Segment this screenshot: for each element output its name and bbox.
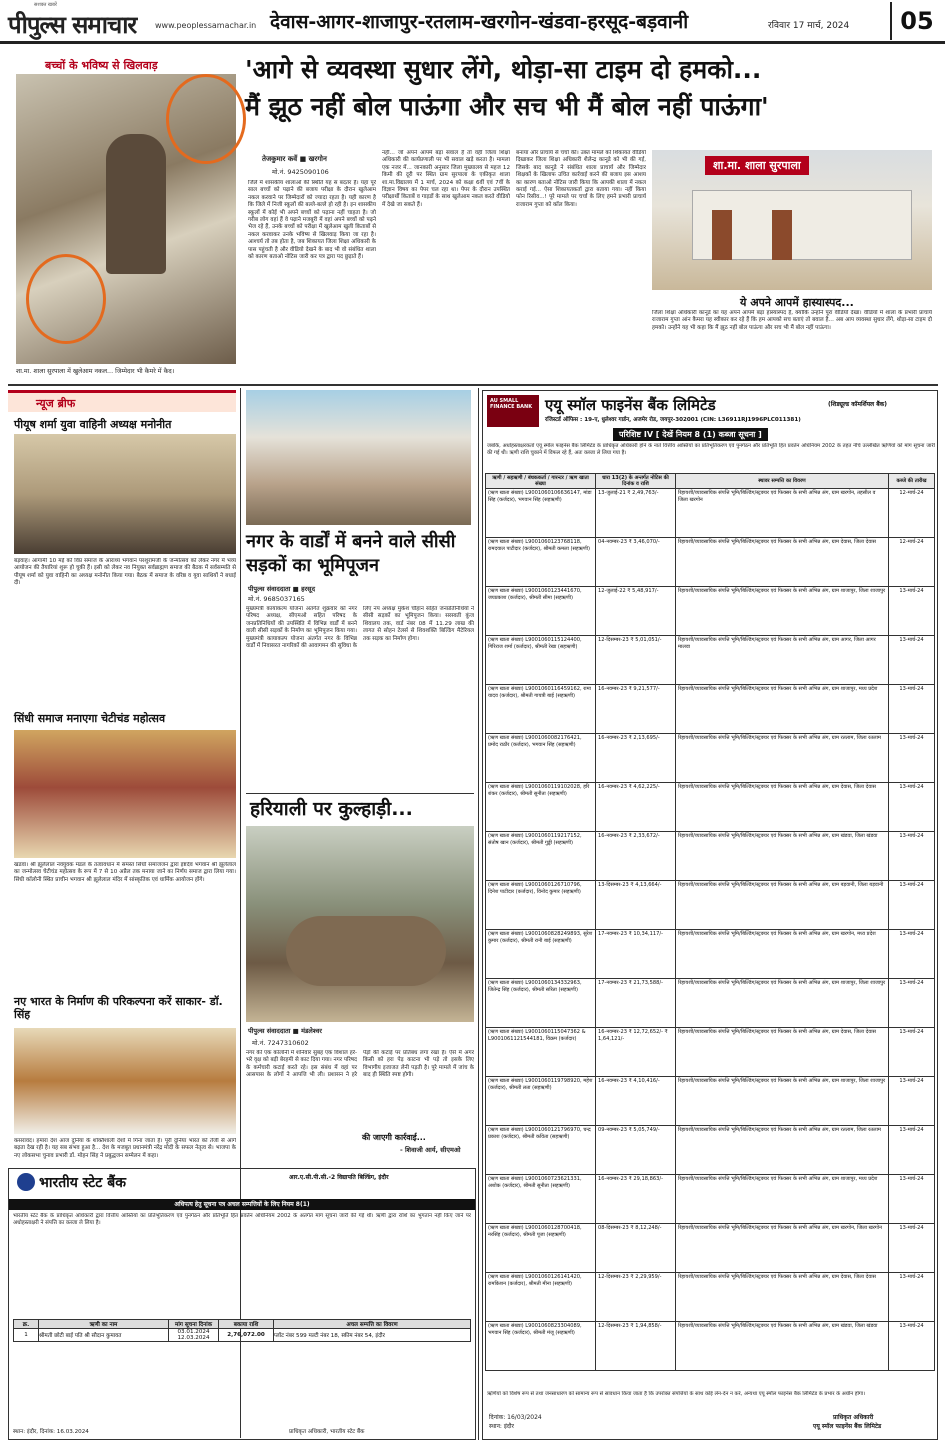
au-col-notice: धारा 13(2) के अन्तर्गत नोटिस की दिनांक व राशि: [596, 474, 676, 489]
au-col-property: स्थावर सम्पत्ति का विवरण: [676, 474, 889, 489]
roads-text: मुख्यमंत्री कायाकल्प योजना अंतर्गत शुक्रवार को नगर परिषद अध्यक्ष, सीएमओ सहित परिषद के जनप्रतिनिधियों की उपस्थिति में विभिन्न वार्डों में बनने वाली सीसी सड़कों के निर्माण का भूमिपूजन किया गया। मुख्यमंत्री कायाकल्प योजना अंतर्गत नगर के विभिन्न वार्डों में निवासरत नागरिकों की आवागमन की सुविधा के लिए नप अध्यक्ष मुकेश चौहान सहित जनप्रतिनिधियों ने सीसी सड़कों का भूमिपूजन किया। सरस्वती कुंज शिवालय तक, वार्ड नंबर 08 में 11.29 लाख की लागत से सोहन टेलर्स से शिवशक्ति बिल्डिंग मैटेरियल तक सड़क का निर्माण होगा।: [246, 606, 474, 650]
brief-item3-title: नए भारत के निर्माण की परिकल्पना करें साकार- डॉ. सिंह: [14, 995, 223, 1021]
sbi-row-name: श्रीमती छोटी बाई पति श्री सौदान कुमावत: [39, 1329, 169, 1342]
roads-mobile: मो.नं. 9685037165: [248, 595, 305, 603]
au-cell-date: 12-मार्च-24: [889, 489, 935, 538]
au-cell-property: रिहायशी/व्यावसायिक संपत्ति भूमि/बिल्डिंग/स्ट्रक्चर एवं फिक्सर के सभी अभिन्न अंग, ग्राम शाजापुर, जिला शाजापुर: [676, 1077, 889, 1126]
trees-headline: हरियाली पर कुल्हाड़ी...: [250, 798, 413, 820]
au-cell-property: रिहायशी/व्यावसायिक संपत्ति भूमि/बिल्डिंग/स्ट्रक्चर एवं फिक्सर के सभी अभिन्न अंग, ग्राम खरगोन, तहसील व जिला खरगोन: [676, 489, 889, 538]
brief-item3-photo: [14, 1028, 236, 1134]
au-cell-property: रिहायशी/व्यावसायिक संपत्ति भूमि/बिल्डिंग/स्ट्रक्चर एवं फिक्सर के सभी अभिन्न अंग, ग्राम खंडवा, जिला खंडवा: [676, 1322, 889, 1371]
au-cell-property: रिहायशी/व्यावसायिक संपत्ति भूमि/बिल्डिंग/स्ट्रक्चर एवं फिक्सर के सभी अभिन्न अंग, ग्राम देवास, जिला देवास: [676, 538, 889, 587]
au-cell-property: रिहायशी/व्यावसायिक संपत्ति भूमि/बिल्डिंग/स्ट्रक्चर एवं फिक्सर के सभी अभिन्न अंग, ग्राम आगर, जिला आगर मालवा: [676, 636, 889, 685]
table-row: [486, 538, 935, 587]
au-cell-notice: 17-नवम्बर-23 ₹ 10,34,117/-: [596, 930, 676, 979]
au-cell-date: 12-मार्च-24: [889, 538, 935, 587]
au-cell-date: 13-मार्च-24: [889, 783, 935, 832]
au-cell-borrower: (ऋण खाता संख्या) L9001060126710796, दिनेश पाटीदार (कर्जदार), विनोद कुमार (सहऋणी): [486, 881, 596, 930]
page-number: 05: [890, 2, 942, 40]
roads-photo: [246, 390, 471, 525]
table-row: [486, 1322, 935, 1371]
au-table: [485, 473, 935, 1371]
sbi-col-no: क्र.: [14, 1320, 39, 1329]
au-cell-property: रिहायशी/व्यावसायिक संपत्ति भूमि/बिल्डिंग/स्ट्रक्चर एवं फिक्सर के सभी अभिन्न अंग, ग्राम रतलाम, जिला रतलाम: [676, 734, 889, 783]
au-cell-date: 13-मार्च-24: [889, 636, 935, 685]
au-cell-borrower: (ऋण खाता संख्या) L9001060823304089, भगवान सिंह (कर्जदार), श्रीमती मंजू (सहऋणी): [486, 1322, 596, 1371]
brief-item1-photo: [14, 434, 236, 554]
au-cell-borrower: (ऋण खाता संख्या) L9001060128700418, नरसिंह (कर्जदार), श्रीमती पूजा (सहऋणी): [486, 1224, 596, 1273]
brief-item1-text: बड़वाह। आगामी 10 मई को विप्र समाज के आराध्य भगवान परशुरामजी के जन्मोत्सव को लेकर नगर में भव्य आयोजन की तैयारियां शुरू हो चुकी हैं। इसी को लेकर नव नियुक्त सर्वब्राह्मण समाज की बैठक में सर्वसम्मति से पीयूष शर्मा को युवा वाहिनी का अध्यक्ष मनोनीत किया गया। बैठक में समाज के वरिष्ठ व युवा साथियों ने बधाई दी।: [14, 558, 236, 587]
au-cell-notice: 09-नवम्बर-23 ₹ 5,05,749/-: [596, 1126, 676, 1175]
au-cell-borrower: (ऋण खाता संख्या) L9001060106636147, मांडा सिंह (कर्जदार), भगवान सिंह (सहऋणी): [486, 489, 596, 538]
roads-byline: पीपुल्स संवाददाता ■ हरसूद: [248, 585, 316, 593]
lead-photo: [16, 74, 236, 364]
au-cell-date: 13-मार्च-24: [889, 1322, 935, 1371]
trees-photo: [246, 826, 474, 1022]
au-subtitle: (शिड्यूल्ड कॉमर्शियल बैंक): [828, 401, 887, 408]
lead-headline-2: मैं झूठ नहीं बोल पाऊंगा और सच भी मैं बोल नहीं पाऊंगा': [245, 92, 769, 121]
au-cell-date: 13-मार्च-24: [889, 734, 935, 783]
au-cell-borrower: (ऋण खाता संख्या) L9001060119798920, महेश (कर्जदार), श्रीमती लता (सहऋणी): [486, 1077, 596, 1126]
au-cell-property: रिहायशी/व्यावसायिक संपत्ति भूमि/बिल्डिंग/स्ट्रक्चर एवं फिक्सर के सभी अभिन्न अंग, ग्राम शाजापुर, जिला शाजापुर: [676, 979, 889, 1028]
lead-mobile: मो.नं. 9425090106: [272, 168, 329, 176]
au-intro: जबकि, अधोहस्ताक्षरकर्ता एयू स्मॉल फाइनेंस बैंक लिमिटेड के प्राधिकृत अधिकारी होने के नाते वित्तीय आस्तियों का प्रतिभूतिकरण एवं पुनर्गठन और प्रतिभूति हित प्रवर्तन अधिनियम 2002 के तहत नीचे उल्लेखित ऋणियों को मांग सूचना जारी की गई थी। ऋणी राशि चुकाने में विफल रहे हैं, अतः कब्जा ले लिया गया है।: [487, 443, 935, 456]
trees-subhead: की जाएगी कार्रवाई...: [362, 1133, 426, 1142]
brief-item3-text: कसरावद। हमारा देश आज दुनिया के शक्तिशाली देशों में गिना जाता है। पूरी दुनिया भारत को तेजी से आगे बढ़ता देख रही है। यह सब संभव हुआ है... देश के मजबूत प्रधानमंत्री नरेंद्र मोदी के सफल नेतृत्व से। भाजपा के नए लोकसभा चुनाव प्रभारी डॉ. मोहन सिंह ने प्रबुद्धजन सम्मेलन में कहा।: [14, 1138, 236, 1159]
au-cell-date: 13-मार्च-24: [889, 1224, 935, 1273]
au-cell-notice: 13-जुलाई-21 ₹ 2,49,763/-: [596, 489, 676, 538]
au-date: दिनांक: 16/03/2024: [489, 1414, 542, 1421]
au-cell-property: रिहायशी/व्यावसायिक संपत्ति भूमि/बिल्डिंग/स्ट्रक्चर एवं फिक्सर के सभी अभिन्न अंग, ग्राम देवास, जिला देवास: [676, 1273, 889, 1322]
au-cell-date: 13-मार्च-24: [889, 832, 935, 881]
au-cell-date: 13-मार्च-24: [889, 979, 935, 1028]
trees-text: नगर की एक कॉलोनी में शनिवार सुबह एक विशाल हरे-भरे वृक्ष को बड़ी बेरहमी से काट दिया गया। नगर परिषद के कर्मचारी कटाई करते रहे। इस संबंध में वहां पर आसपास के लोगों ने आपत्ति भी ली। प्रशासन ने हरे पेड़ों की कटाई पर प्रतिबंध लगा रखा है। ऐसे में अगर किसी को हरा पेड़ काटना भी पड़े तो इसके लिए विभागीय इजाजत लेनी पड़ती है। पूरे मामले में जांच के बाद ही स्थिति स्पष्ट होगी।: [246, 1050, 474, 1079]
table-row: [486, 587, 935, 636]
table-row: [486, 1077, 935, 1126]
trees-mobile: मो.नं. 7247310602: [252, 1039, 309, 1047]
table-row: [486, 1273, 935, 1322]
lead-byline: तेजकुमार कर्वे ■ खरगोन: [262, 155, 327, 163]
au-cell-date: 13-मार्च-24: [889, 685, 935, 734]
au-cell-property: रिहायशी/व्यावसायिक संपत्ति भूमि/बिल्डिंग/स्ट्रक्चर एवं फिक्सर के सभी अभिन्न अंग, ग्राम खंडवा, जिला खंडवा: [676, 832, 889, 881]
table-row: [486, 1224, 935, 1273]
au-cell-borrower: (ऋण खाता संख्या) L9001060119217152, संतोष खान (कर्जदार), श्रीमती गुड्डी (सहऋणी): [486, 832, 596, 881]
au-cell-notice: 16-नवम्बर-23 ₹ 29,18,863/-: [596, 1175, 676, 1224]
lead-kicker: बच्चों के भविष्य से खिलवाड़: [45, 59, 158, 72]
sbi-text: भारतीय स्टेट बैंक के प्राधिकृत अधिकारी द्वारा वित्तीय आस्तियों का प्रतिभूतिकरण एवं पुनर्गठन और प्रतिभूति हित प्रवर्तन अधिनियम 2002 के अंतर्गत मांग सूचना जारी की गई थी। ऋणी द्वारा राशि का भुगतान नहीं किए जाने पर अधोहस्ताक्षरी ने संपत्ति का कब्जा ले लिया है।: [13, 1213, 471, 1227]
lead-col-1: जिले में शासकीय शालाओं की स्थिति यह स बदतर है। यहां पूरे साल बच्चों को पढ़ाने की बजाय परीक्षा के दौरान खुलेआम नकल करवाने पर जिम्मेदारों को ज्यादा रहता है। यही कारण है कि जिले में निजी स्कूलों की बल्ले-बल्ले हो रही है। इन शासकीय स्कूलों में कोई भी अपने बच्चों को पढ़ाना नहीं चाहता है। जो गरीब लोग वहां हैं वे पढ़ाने मजबूरी में वहां अपने बच्चों को पढ़ने भेज रहे हैं, उनके बच्चों को परीक्षा में खुलेआम खुली किताबों से नकल करवाकर उनके भविष्य से खिलवाड़ किया जा रहा है। आश्चर्य तो तब होता है, जब शिकायत जिला शिक्षा अधिकारी के पास पहुंचती है और वीडियो देखने के बाद भी वो संबंधित शाला को कारण बताओ नोटिस जारी कर पत्र द्वारा पद छुड़ाते हैं।: [248, 180, 376, 261]
au-cell-borrower: (ऋण खाता संख्या) L9001060723621331, अशोक (कर्जदार), श्रीमती सुनीता (सहऋणी): [486, 1175, 596, 1224]
au-cell-date: 13-मार्च-24: [889, 1175, 935, 1224]
au-cell-property: रिहायशी/व्यावसायिक संपत्ति भूमि/बिल्डिंग/स्ट्रक्चर एवं फिक्सर के सभी अभिन्न अंग, ग्राम शाजापुर, मध्य प्रदेश: [676, 1175, 889, 1224]
lead-col-3: बनाया और प्राचार्य से चर्चा की। उक्त मामले को शिकायत वीडियो दिखाकर जिला शिक्षा अधिकारी शैलेन्द्र कानूडे को भी की गई, जिसके बाद कानूडे ने संबंधित शाला प्राचार्य और जिम्मेदार शिक्षकों के खिलाफ उचित कार्रवाई करने की बजाय इस आशय का कारण बताओ नोटिस जारी किया कि आपकी शाला में नकल कराई गई... ऐसा शिकायतकर्ता द्वारा बताया गया। नहीं किया फोन रिसीव...! पूरे मामले पर चर्चा के लिए हमने प्रभारी प्राचार्य राजाराम गुप्ता को कॉल किया।: [516, 150, 646, 208]
au-cell-borrower: (ऋण खाता संख्या) L9001060116459162, रामा यादव (कर्जदार), श्रीमती गायत्री बाई (सहऋणी): [486, 685, 596, 734]
au-cell-notice: 16-नवम्बर-23 ₹ 4,62,225/-: [596, 783, 676, 832]
school-caption: ये अपने आपमें हास्यास्पद...: [740, 296, 854, 309]
sbi-branch: आर.ए.सी.पी.सी.-2 विद्यापति बिल्डिंग, इंदौर: [289, 1174, 389, 1181]
au-place: स्थान: इंदौर: [489, 1423, 515, 1430]
au-cell-borrower: (ऋण खाता संख्या) L9001060123768118, रामदयाल पाटीदार (कर्जदार), श्रीमती कमला (सहऋणी): [486, 538, 596, 587]
table-row: [486, 930, 935, 979]
sbi-row-property: प्लॉट नंबर 599 मल्टी नंबर 18, स्कीम नंबर 54, इंदौर: [274, 1329, 471, 1342]
au-cell-date: 13-मार्च-24: [889, 1273, 935, 1322]
roads-headline: नगर के वार्डों में बनने वाले सीसी सड़कों का भूमिपूजन: [246, 531, 456, 576]
au-col-borrower: ऋणी / सहऋणी / बंधककर्ता / गारन्टर / ऋण खाता संख्या: [486, 474, 596, 489]
au-cell-borrower: (ऋण खाता संख्या) L9001060115124400, गिरिराज शर्मा (कर्जदार), श्रीमती रेखा (सहऋणी): [486, 636, 596, 685]
au-logo: AU SMALL FINANCE BANK: [487, 395, 539, 427]
brief-item2-photo: [14, 730, 236, 858]
au-notice-title: परिशिष्ट IV [ देखें नियम 8 (1) कब्जा सूचना ]: [613, 428, 768, 441]
au-sign-1: प्राधिकृत अधिकारी: [833, 1414, 874, 1421]
sbi-name: भारतीय स्टेट बैंक: [39, 1175, 126, 1191]
au-cell-notice: 16-नवम्बर-23 ₹ 12,72,652/- ₹ 1,64,121/-: [596, 1028, 676, 1077]
table-row: [486, 1126, 935, 1175]
sbi-col-property: अचल सम्पत्ति का विवरण: [274, 1320, 471, 1329]
au-footer-text: ऋणियों को विशेष रूप से तथा जनसाधारण को सामान्य रूप से सावधान किया जाता है कि उपरोक्त संपत्तियों के साथ कोई लेन-देन न करें, अन्यथा एयू स्मॉल फाइनेंस बैंक लिमिटेड के प्रभार के अधीन होगा।: [487, 1391, 866, 1397]
table-row: [486, 685, 935, 734]
table-row: [486, 1175, 935, 1224]
table-row: [486, 636, 935, 685]
lead-col-2: नहीं... जो अपने आपमें बड़ा सवाल है तो वहीं जिला शिक्षा अधिकारी की कार्यप्रणाली पर भी सवाल खड़े करता है। मामला एक नजर में... जानकारी अनुसार जिला मुख्यालय से महज 12 किमी की दूरी पर स्थित ग्राम सुरपाला के एकीकृत शाला शा.मा.विद्यालय में 1 मार्च, 2024 को कक्षा 6वीं एवं 7वीं के विज्ञान विषय का पेपर चल रहा था। पेपर के दौरान उपस्थित परीक्षार्थी किताबें व गाइडों के साथ खुलेआम नकल करते वीडियो में देखे जा सकते हैं।: [382, 150, 510, 208]
sbi-footer: स्थान: इंदौर, दिनांक: 16.03.2024: [13, 1429, 89, 1435]
trees-byline: पीपुल्स संवाददाता ■ मंडलेश्वर: [248, 1027, 322, 1035]
brief-item1-title: पीयूष शर्मा युवा वाहिनी अध्यक्ष मनोनीत: [14, 418, 172, 431]
au-cell-property: रिहायशी/व्यावसायिक संपत्ति भूमि/बिल्डिंग/स्ट्रक्चर एवं फिक्सर के सभी अभिन्न अंग, ग्राम देवास, जिला देवास: [676, 783, 889, 832]
au-cell-date: 13-मार्च-24: [889, 1077, 935, 1126]
sbi-col-date: मांग सूचना दिनांक: [169, 1320, 219, 1329]
au-cell-borrower: (ऋण खाता संख्या) L9001060123441670, जयप्रकाश (कर्जदार), श्रीमती सीमा (सहऋणी): [486, 587, 596, 636]
au-cell-notice: 13-दिसम्बर-23 ₹ 4,13,664/-: [596, 881, 676, 930]
au-cell-property: रिहायशी/व्यावसायिक संपत्ति भूमि/बिल्डिंग/स्ट्रक्चर एवं फिक्सर के सभी अभिन्न अंग, ग्राम शाजापुर, जिला शाजापुर: [676, 587, 889, 636]
sbi-row-amount: 2,76,072.00: [219, 1329, 274, 1342]
au-cell-notice: 16-नवम्बर-23 ₹ 9,21,577/-: [596, 685, 676, 734]
sbi-row-dates: 03.01.2024 12.03.2024: [169, 1329, 219, 1342]
au-cell-notice: 17-नवम्बर-23 ₹ 21,73,588/-: [596, 979, 676, 1028]
au-cell-notice: 16-नवम्बर-23 ₹ 2,33,672/-: [596, 832, 676, 881]
table-row: [486, 832, 935, 881]
au-cell-property: रिहायशी/व्यावसायिक संपत्ति भूमि/बिल्डिंग/स्ट्रक्चर एवं फिक्सर के सभी अभिन्न अंग, ग्राम खरगोन, मध्य प्रदेश: [676, 930, 889, 979]
au-cell-borrower: (ऋण खाता संख्या) L9001060121796970, चन्द्र प्रकाश (कर्जदार), श्रीमती कविता (सहऋणी): [486, 1126, 596, 1175]
table-row: [486, 1028, 935, 1077]
brief-item2-text: खंडवा। श्री झूलेलाल नवयुवक मंडल के तत्वावधान में समस्त सिंधी समाजजन द्वारा इष्टदेव भगवान श्री झूलेलाल का जन्मोत्सव चेटीचंड महोत्सव के रूप में 7 से 10 अप्रैल तक मनाया जाने का निर्णय समाज द्वारा लिया गया। सिंधी कॉलोनी स्थित प्राचीन भगवान श्री झूलेलाल मंदिर में सांस्कृतिक एवं धार्मिक आयोजन होंगे।: [14, 862, 236, 883]
au-cell-notice: 16-नवम्बर-23 ₹ 2,13,695/-: [596, 734, 676, 783]
brief-section-header: [8, 390, 236, 412]
lead-photo-caption: शा.मा. शाला सुरपाला में खुलेआम नकल... जिम्मेदार भी कैमरे में कैद।: [16, 368, 175, 375]
trees-quote-end: - शिवाजी आर्य, सीएमओ: [400, 1146, 461, 1154]
au-title: एयू स्मॉल फाइनेंस बैंक लिमिटेड: [545, 396, 716, 414]
au-cell-borrower: (ऋण खाता संख्या) L9001060828249893, सुरेश कुमार (कर्जदार), श्रीमती रानी बाई (सहऋणी): [486, 930, 596, 979]
school-text: जिला शिक्षा अधिकारी कानूडे का यह अपने आपमें बड़ा हास्यास्पद है, क्योंकि उन्होंने पूरा वीडियो देखा। वीडियो में शाला के प्रभारी प्राचार्य राजाराम गुप्ता आंन कैमरा यह स्वीकार कर रहे हैं कि हम आपको सच बताएं तो बवाल है... अब आप व्यवस्था सुधार लेंगे, थोड़ा-सा टाइम दो हमको। उन्होंने यह भी कहा कि मैं झूठ नहीं बोल पाऊंगा और सच भी मैं बोल नहीं पाऊंगा।: [652, 310, 932, 331]
au-cell-notice: 08-दिसम्बर-23 ₹ 8,12,248/-: [596, 1224, 676, 1273]
au-sign-2: एयू स्मॉल फाइनेंस बैंक लिमिटेड: [813, 1423, 882, 1430]
sbi-row-no: 1: [14, 1329, 39, 1342]
brief-item2-title: सिंधी समाज मनाएगा चेटीचंड महोत्सव: [14, 712, 166, 725]
au-cell-borrower: (ऋण खाता संख्या) L9001060126141420, रामकिशन (कर्जदार), श्रीमती मीना (सहऋणी): [486, 1273, 596, 1322]
website-url: www.peoplessamachar.in: [155, 21, 257, 30]
au-cell-property: रिहायशी/व्यावसायिक संपत्ति भूमि/बिल्डिंग/स्ट्रक्चर एवं फिक्सर के सभी अभिन्न अंग, ग्राम देवास, जिला देवास: [676, 1028, 889, 1077]
au-cell-date: 13-मार्च-24: [889, 1126, 935, 1175]
au-cell-date: 13-मार्च-24: [889, 587, 935, 636]
au-col-date: कब्जे की तारीख: [889, 474, 935, 489]
table-row: [486, 979, 935, 1028]
au-cell-borrower: (ऋण खाता संख्या) L9001060119102028, हरि शंकर (कर्जदार), श्रीमती सुनीता (सहऋणी): [486, 783, 596, 832]
au-cell-property: रिहायशी/व्यावसायिक संपत्ति भूमि/बिल्डिंग/स्ट्रक्चर एवं फिक्सर के सभी अभिन्न अंग, ग्राम खरगोन, जिला खरगोन: [676, 1224, 889, 1273]
au-cell-notice: 12-दिसम्बर-23 ₹ 2,29,959/-: [596, 1273, 676, 1322]
logo-tagline: सशक्त खबरें: [34, 2, 57, 8]
au-cell-notice: 12-दिसम्बर-23 ₹ 5,01,051/-: [596, 636, 676, 685]
table-row: [486, 881, 935, 930]
masthead: [0, 0, 945, 44]
au-cell-borrower: (ऋण खाता संख्या) L9001060134332963, जितेन्द्र सिंह (कर्जदार), श्रीमती सरिता (सहऋणी): [486, 979, 596, 1028]
au-cell-borrower: (ऋण खाता संख्या) L9001060115047362 & L9001061121544181, विक्रम (कर्जदार): [486, 1028, 596, 1077]
school-label: शा.मा. शाला सुरपाला: [705, 156, 809, 175]
au-cell-date: 13-मार्च-24: [889, 881, 935, 930]
sbi-logo-icon: [17, 1173, 35, 1191]
au-cell-notice: 16-नवम्बर-23 ₹ 4,10,416/-: [596, 1077, 676, 1126]
edition-date: रविवार 17 मार्च, 2024: [768, 21, 850, 31]
lead-headline-1: 'आगे से व्यवस्था सुधार लेंगे, थोड़ा-सा टाइम दो हमको...: [245, 55, 762, 84]
au-cell-notice: 12-दिसम्बर-23 ₹ 1,94,858/-: [596, 1322, 676, 1371]
newspaper-logo: पीपुल्स समाचार: [8, 11, 137, 39]
table-row: [486, 783, 935, 832]
sbi-col-amount: बकाया राशि: [219, 1320, 274, 1329]
au-cell-property: रिहायशी/व्यावसायिक संपत्ति भूमि/बिल्डिंग/स्ट्रक्चर एवं फिक्सर के सभी अभिन्न अंग, ग्राम शाजापुर, मध्य प्रदेश: [676, 685, 889, 734]
au-cell-date: 13-मार्च-24: [889, 930, 935, 979]
sbi-sign: प्राधिकृत अधिकारी, भारतीय स्टेट बैंक: [289, 1429, 365, 1435]
au-cell-date: 13-मार्च-24: [889, 1028, 935, 1077]
table-row: [486, 489, 935, 538]
regions-title: देवास-आगर-शाजापुर-रतलाम-खरगोन-खंडवा-हरसूद-बड़वानी: [270, 11, 689, 33]
au-cell-property: रिहायशी/व्यावसायिक संपत्ति भूमि/बिल्डिंग/स्ट्रक्चर एवं फिक्सर के सभी अभिन्न अंग, ग्राम रतलाम, जिला रतलाम: [676, 1126, 889, 1175]
au-cell-property: रिहायशी/व्यावसायिक संपत्ति भूमि/बिल्डिंग/स्ट्रक्चर एवं फिक्सर के सभी अभिन्न अंग, ग्राम बड़वानी, जिला बड़वानी: [676, 881, 889, 930]
sbi-table: [13, 1319, 471, 1342]
sbi-col-name: ऋणी का नाम: [39, 1320, 169, 1329]
sbi-notice: [8, 1168, 476, 1440]
au-cell-notice: 04-नवम्बर-23 ₹ 3,46,070/-: [596, 538, 676, 587]
au-cell-borrower: (ऋण खाता संख्या) L9001060082176421, प्रमोद राठौर (कर्जदार), भगवान सिंह (सहऋणी): [486, 734, 596, 783]
sbi-notice-title: अधिपत्य हेतु सूचना पत्र अचल सम्पत्तियों के लिए नियम 8(1): [9, 1199, 475, 1210]
table-row: [486, 734, 935, 783]
brief-section-label: न्यूज ब्रीफ: [36, 397, 76, 410]
au-address: रजिस्टर्ड ऑफिस : 19-ए, धुलेश्वर गार्डन, अजमेर रोड, जयपुर-302001 (CIN: L36911RJ1996PLC011381): [545, 417, 801, 423]
au-cell-notice: 12-जुलाई-22 ₹ 5,48,917/-: [596, 587, 676, 636]
au-notice: [482, 390, 938, 1440]
